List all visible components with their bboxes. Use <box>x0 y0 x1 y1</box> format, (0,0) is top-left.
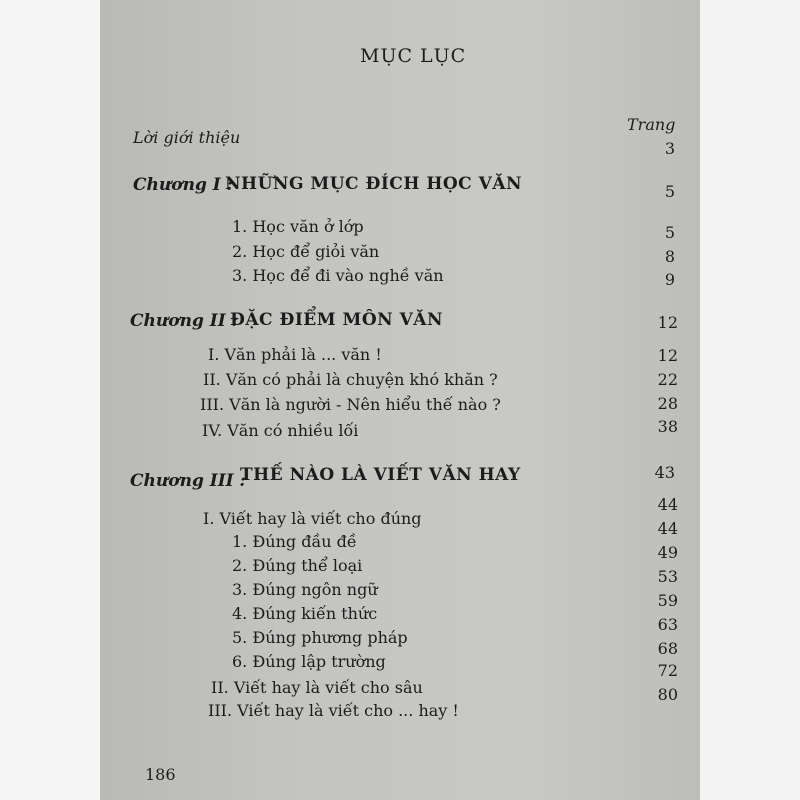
toc-item: III. Viết hay là viết cho ... hay ! <box>208 701 459 720</box>
background-left <box>0 0 100 800</box>
toc-item-page: 72 <box>657 661 678 680</box>
intro-label: Lời giới thiệu <box>133 128 241 147</box>
toc-item: 3. Đúng ngôn ngữ <box>232 580 378 599</box>
page-column-label: Trang <box>627 115 676 134</box>
chapter-label: Chương III : <box>130 471 246 491</box>
toc-item: 6. Đúng lập trường <box>232 652 386 671</box>
toc-item-page: 68 <box>657 639 678 658</box>
chapter-label: Chương I : <box>133 175 233 195</box>
toc-item: III. Văn là người - Nên hiểu thế nào ? <box>200 395 501 414</box>
chapter-title: THẾ NÀO LÀ VIẾT VĂN HAY <box>240 465 521 485</box>
background-right <box>700 0 800 800</box>
toc-item-page: 5 <box>664 223 675 242</box>
toc-item-page: 12 <box>657 346 678 365</box>
toc-item-page: 63 <box>657 615 678 634</box>
chapter-page: 12 <box>657 313 678 332</box>
toc-item-page: 53 <box>657 567 678 586</box>
chapter-title: NHỮNG MỤC ĐÍCH HỌC VĂN <box>225 174 523 194</box>
toc-item: 5. Đúng phương pháp <box>232 628 408 647</box>
toc-item: II. Văn có phải là chuyện khó khăn ? <box>203 370 498 389</box>
chapter-label: Chương II : <box>130 311 238 331</box>
toc-item-page: 38 <box>657 417 678 436</box>
toc-item: 1. Đúng đầu đề <box>232 532 357 551</box>
toc-item-page: 59 <box>657 591 678 610</box>
toc-item: I. Viết hay là viết cho đúng <box>203 509 422 528</box>
toc-item: 3. Học để đi vào nghề văn <box>232 266 444 285</box>
toc-item: IV. Văn có nhiều lối <box>202 421 359 440</box>
toc-item-page: 22 <box>657 370 678 389</box>
toc-item-page: 28 <box>657 394 678 413</box>
toc-item-page: 44 <box>657 519 678 538</box>
toc-item-page: 8 <box>664 247 675 266</box>
toc-item: 4. Đúng kiến thức <box>232 604 378 623</box>
chapter-page: 43 <box>654 463 675 482</box>
toc-item-page: 44 <box>657 495 678 514</box>
toc-item-page: 80 <box>657 685 678 704</box>
toc-item: 1. Học văn ở lớp <box>232 217 364 236</box>
toc-item: 2. Đúng thể loại <box>232 556 363 575</box>
page-number: 186 <box>145 765 176 784</box>
chapter-page: 5 <box>664 182 675 201</box>
toc-item: II. Viết hay là viết cho sâu <box>211 678 423 697</box>
toc-item-page: 49 <box>657 543 678 562</box>
intro-page: 3 <box>664 139 675 158</box>
toc-item: I. Văn phải là ... văn ! <box>208 345 382 364</box>
page-title: MỤC LỤC <box>360 45 467 67</box>
toc-item: 2. Học để giỏi văn <box>232 242 380 261</box>
book-page <box>100 0 700 800</box>
chapter-title: ĐẶC ĐIỂM MÔN VĂN <box>230 310 444 330</box>
toc-item-page: 9 <box>664 270 675 289</box>
